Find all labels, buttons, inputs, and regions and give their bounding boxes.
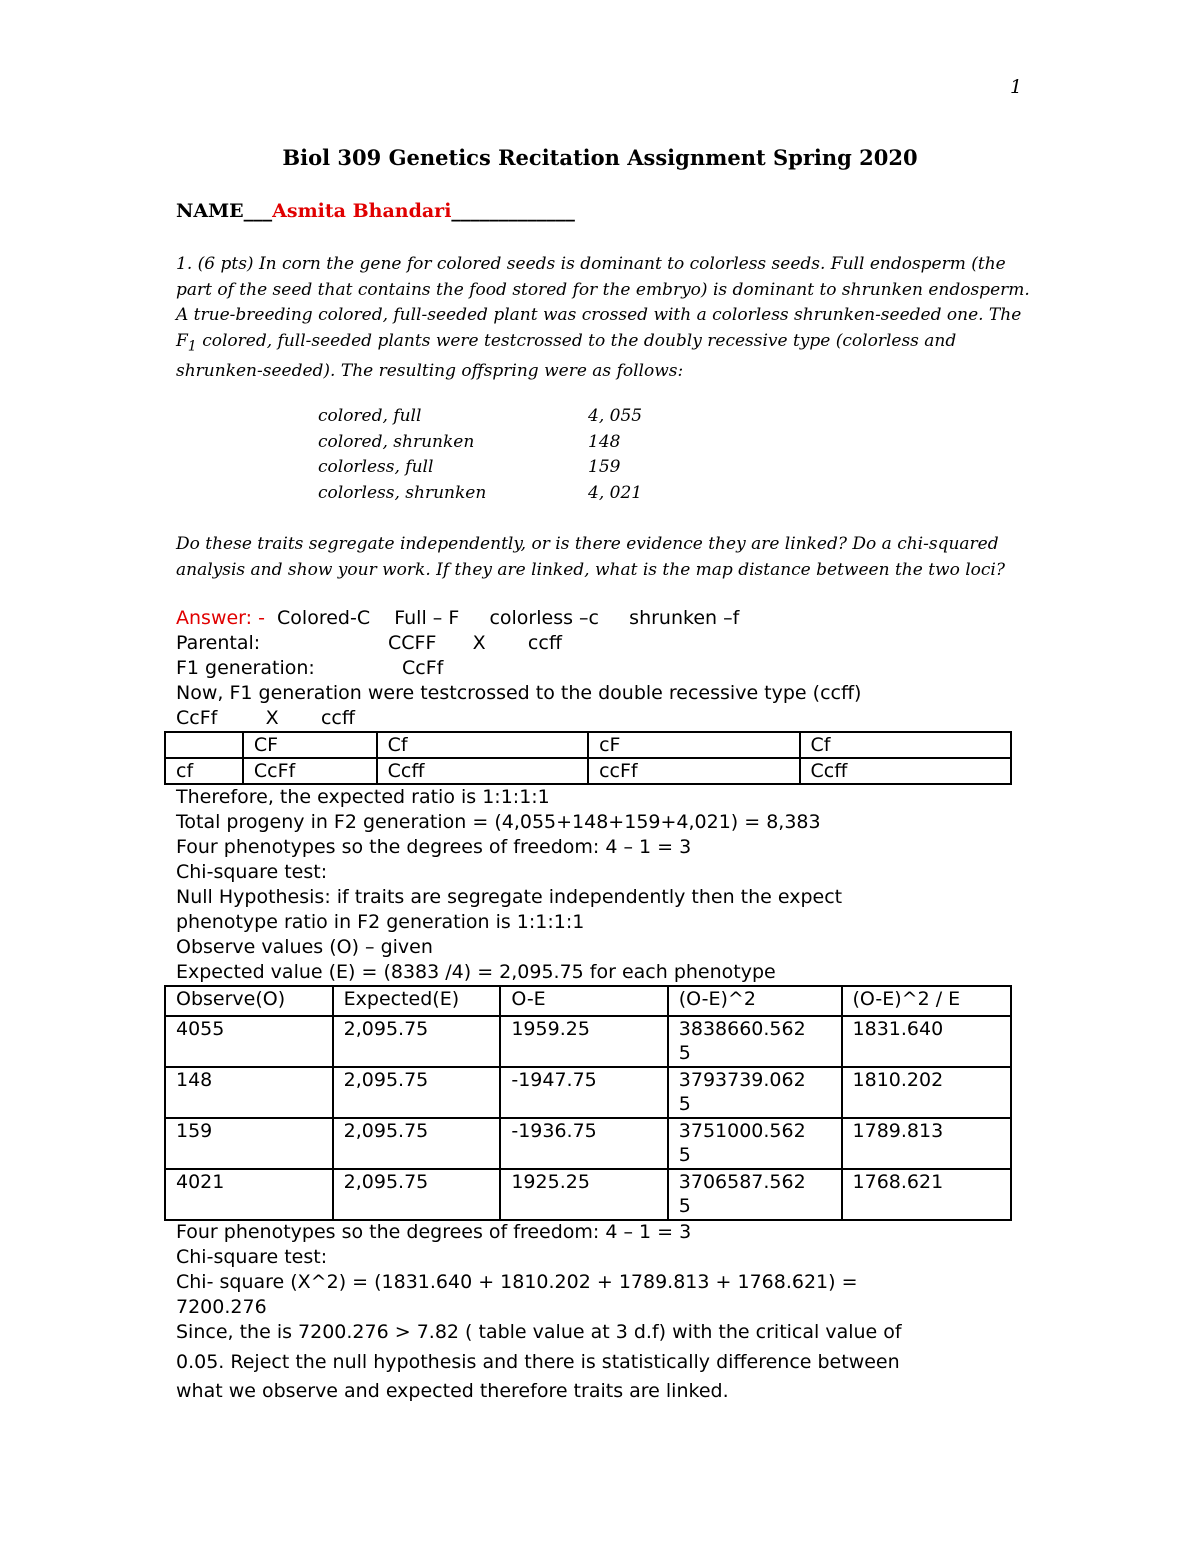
testcross-cross: CcFf X ccff: [176, 707, 355, 729]
text-line: Chi- square (X^2) = (1831.640 + 1810.202 + 1789.813 + 1768.621) =: [176, 1271, 858, 1293]
name-trail: _____________: [451, 200, 575, 222]
f1-line: F1 generation: CcFf: [176, 657, 444, 679]
question-text: 1. (6 pts) In corn the gene for colored seeds is dominant to colorless seeds. Full endosperm (the part of the seed that contains the food stored for the embryo) is dominant to shrunken endosperm. A true-breeding colored, full-seeded plant was crossed with a colorless shrunken-seeded one. The $F_1$ colored, full-seeded plants were testcrossed to the doubly recessive type (colorless and shrunken-seeded). The resulting offspring were as follows:: [176, 254, 1030, 382]
parental-line: Parental: CCFF X ccff: [176, 632, 562, 654]
answer-label: Answer: -: [176, 607, 265, 629]
offspring-row: colorless, full 159: [318, 457, 621, 477]
page-number: 1: [1010, 76, 1023, 98]
text-line: Chi-square test:: [176, 1246, 328, 1268]
answer-genes: Answer: - Colored-C Full – F colorless –c shrunken –f: [176, 607, 740, 629]
table-row: CF Cf cF Cf: [165, 732, 1011, 758]
punnett-table: [164, 731, 1012, 785]
text-line: Null Hypothesis: if traits are segregate independently then the expect: [176, 886, 843, 908]
text-line: Four phenotypes so the degrees of freedom: 4 – 1 = 3: [176, 1221, 692, 1243]
offspring-row: colorless, shrunken 4, 021: [318, 482, 643, 503]
table-row: 4021 2,095.75 1925.25 3706587.562 5 1768.621: [165, 1169, 1011, 1220]
text-line: Total progeny in F2 generation = (4,055+148+159+4,021) = 8,383: [176, 811, 821, 833]
offspring-list: [318, 404, 642, 506]
table-row: 159 2,095.75 -1936.75 3751000.562 5 1789.813: [165, 1118, 1011, 1169]
text-line: 0.05. Reject the null hypothesis and there is statistically difference between: [176, 1351, 900, 1373]
offspring-row: colored, full 4, 055: [318, 406, 643, 426]
table-header-row: Observe(O) Expected(E) O-E (O-E)^2 (O-E)^2 / E: [165, 986, 1011, 1016]
text-line: Chi-square test:: [176, 861, 328, 883]
testcross-line: Now, F1 generation were testcrossed to the double recessive type (ccff): [176, 682, 862, 704]
chi-square-table: [164, 985, 1012, 1221]
text-line: Expected value (E) = (8383 /4) = 2,095.75 for each phenotype: [176, 961, 776, 983]
name-line: [176, 200, 575, 222]
offspring-row: colored, shrunken 148: [318, 431, 621, 452]
table-row: 148 2,095.75 -1947.75 3793739.062 5 1810.202: [165, 1067, 1011, 1118]
text-line: what we observe and expected therefore traits are linked.: [176, 1380, 729, 1402]
text-line: 7200.276: [176, 1296, 267, 1318]
text-line: Therefore, the expected ratio is 1:1:1:1: [176, 786, 550, 808]
text-line: Observe values (O) – given: [176, 936, 433, 958]
name-label: NAME___: [176, 200, 273, 222]
subscript: 1: [187, 337, 197, 354]
page-title: Biol 309 Genetics Recitation Assignment Spring 2020: [282, 145, 918, 170]
text-line: Four phenotypes so the degrees of freedom: 4 – 1 = 3: [176, 836, 692, 858]
text-line: phenotype ratio in F2 generation is 1:1:1:1: [176, 911, 585, 933]
student-name: Asmita Bhandari: [272, 200, 452, 222]
table-row: cf CcFf Ccff ccFf Ccff: [165, 758, 1011, 784]
table-row: 4055 2,095.75 1959.25 3838660.562 5 1831.640: [165, 1016, 1011, 1067]
question-prompt: Do these traits segregate independently, or is there evidence they are linked? Do a chi-squared analysis and show your work. If they are linked, what is the map distance between the two loci?: [176, 534, 1005, 580]
text-line: Since, the is 7200.276 > 7.82 ( table value at 3 d.f) with the critical value of: [176, 1321, 902, 1343]
